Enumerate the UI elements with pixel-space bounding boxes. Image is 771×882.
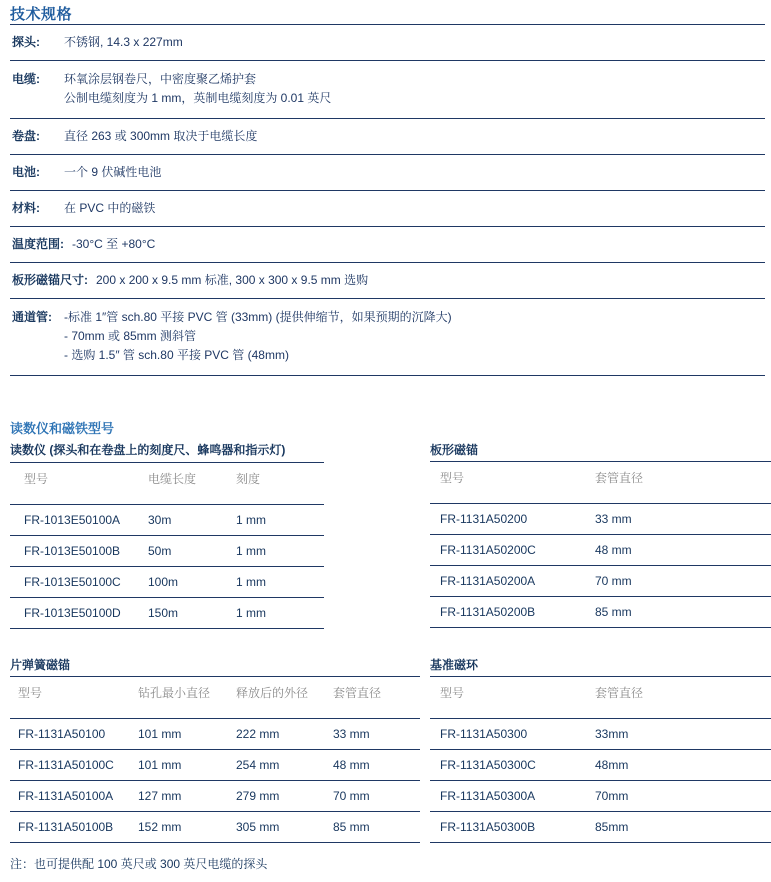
spring-anchor-table-body	[10, 719, 420, 843]
table-row	[10, 812, 420, 843]
column-header: 型号	[10, 463, 148, 505]
table-cell: 222 mm	[236, 719, 333, 750]
table-cell: 70 mm	[595, 566, 771, 597]
table-row	[10, 567, 324, 598]
spec-row	[10, 119, 765, 155]
plate-anchor-table-head	[430, 462, 771, 504]
table-row	[430, 597, 771, 628]
table-row	[10, 505, 324, 536]
spec-row-value-line: - 70mm 或 85mm 测斜管	[64, 329, 197, 343]
model-number-cell: FR-1131A50100	[10, 719, 138, 750]
model-number-cell: FR-1131A50300A	[430, 781, 595, 812]
spec-row-value	[96, 271, 765, 290]
spec-row-value-line: - 选购 1.5″ 管 sch.80 平接 PVC 管 (48mm)	[64, 348, 289, 362]
reference-ring-table-block	[430, 656, 765, 843]
table-row	[430, 504, 771, 535]
spec-row-value	[64, 33, 765, 52]
spec-row-label: 卷盘:	[12, 129, 40, 143]
spec-row-value-line: 环氧涂层钢卷尺，中密度聚乙烯护套	[64, 72, 257, 86]
column-header: 释放后的外径	[236, 677, 333, 719]
spec-row-value-line: -30°C 至 +80°C	[72, 237, 156, 251]
table-cell: 33 mm	[333, 719, 420, 750]
table-cell: 127 mm	[138, 781, 236, 812]
table-cell: 30m	[148, 505, 236, 536]
table-cell: 101 mm	[138, 750, 236, 781]
table-cell: 279 mm	[236, 781, 333, 812]
model-number-cell: FR-1013E50100B	[10, 536, 148, 567]
reference-ring-table-caption: 基准磁环	[430, 658, 479, 672]
spec-row	[10, 299, 765, 376]
plate-anchor-table-caption: 板形磁锚	[430, 443, 479, 457]
table-header-row	[430, 462, 771, 504]
footnote: 注：也可提供配 100 英尺或 300 英尺电缆的探头	[10, 857, 268, 871]
model-number-cell: FR-1013E50100C	[10, 567, 148, 598]
table-cell: 85 mm	[595, 597, 771, 628]
spring-anchor-table-block	[10, 656, 420, 843]
plate-anchor-table-body	[430, 504, 771, 628]
model-number-cell: FR-1013E50100D	[10, 598, 148, 629]
table-row	[10, 719, 420, 750]
column-header: 套管直径	[595, 677, 771, 719]
model-number-cell: FR-1131A50200A	[430, 566, 595, 597]
table-cell: 85mm	[595, 812, 771, 843]
model-number-cell: FR-1131A50300B	[430, 812, 595, 843]
column-header: 型号	[430, 462, 595, 504]
table-row	[430, 566, 771, 597]
model-number-cell: FR-1131A50200C	[430, 535, 595, 566]
table-row	[10, 536, 324, 567]
spec-row-value-line: 不锈钢, 14.3 x 227mm	[64, 35, 183, 49]
table-cell: 70 mm	[333, 781, 420, 812]
spec-row-label: 电缆:	[12, 72, 40, 86]
table-header-row	[430, 677, 771, 719]
table-row	[10, 750, 420, 781]
column-header: 刻度	[236, 463, 324, 505]
table-cell: 1 mm	[236, 598, 324, 629]
spec-row-value-line: -标准 1″管 sch.80 平接 PVC 管 (33mm) (提供伸缩节，如果预期的沉降大)	[64, 310, 452, 324]
model-number-cell: FR-1131A50100B	[10, 812, 138, 843]
page-title: 技术规格	[10, 6, 73, 23]
spec-row	[10, 227, 765, 263]
table-cell: 254 mm	[236, 750, 333, 781]
spec-row	[10, 191, 765, 227]
table-cell: 33mm	[595, 719, 771, 750]
column-header: 型号	[10, 677, 138, 719]
models-section-title: 读数仪和磁铁型号	[10, 421, 115, 436]
plate-anchor-table-block	[430, 441, 765, 628]
table-cell: 305 mm	[236, 812, 333, 843]
table-cell: 152 mm	[138, 812, 236, 843]
spec-row-value	[64, 163, 765, 182]
model-number-cell: FR-1013E50100A	[10, 505, 148, 536]
table-row	[430, 781, 771, 812]
table-row	[430, 719, 771, 750]
readout-table-block	[10, 441, 324, 629]
spring-anchor-table	[10, 676, 420, 843]
spec-row-label: 电池:	[12, 165, 40, 179]
model-number-cell: FR-1131A50100A	[10, 781, 138, 812]
table-row	[10, 598, 324, 629]
spec-row	[10, 263, 765, 299]
table-cell: 33 mm	[595, 504, 771, 535]
table-cell: 48 mm	[333, 750, 420, 781]
model-number-cell: FR-1131A50300C	[430, 750, 595, 781]
table-cell: 100m	[148, 567, 236, 598]
model-number-cell: FR-1131A50100C	[10, 750, 138, 781]
spec-row-value-line: 公制电缆刻度为 1 mm，英制电缆刻度为 0.01 英尺	[64, 91, 332, 105]
table-cell: 101 mm	[138, 719, 236, 750]
table-row	[430, 812, 771, 843]
spring-anchor-table-caption: 片弹簧磁锚	[10, 658, 71, 672]
readout-table-head	[10, 463, 324, 505]
spec-row-value	[64, 127, 765, 146]
table-cell: 1 mm	[236, 536, 324, 567]
table-row	[430, 535, 771, 566]
spec-row-value-line: 200 x 200 x 9.5 mm 标准, 300 x 300 x 9.5 mm 选购	[96, 273, 369, 287]
spec-row-value-line: 在 PVC 中的磁铁	[64, 201, 156, 215]
table-cell: 70mm	[595, 781, 771, 812]
spec-row-label: 温度范围:	[12, 237, 64, 251]
table-cell: 48mm	[595, 750, 771, 781]
column-header: 套管直径	[333, 677, 420, 719]
spec-row-value	[64, 199, 765, 218]
spec-row-value	[72, 235, 765, 254]
spec-row-label: 通道管:	[12, 310, 52, 324]
reference-ring-table	[430, 676, 771, 843]
table-cell: 1 mm	[236, 567, 324, 598]
model-number-cell: FR-1131A50300	[430, 719, 595, 750]
table-row	[10, 781, 420, 812]
reference-ring-table-body	[430, 719, 771, 843]
model-number-cell: FR-1131A50200B	[430, 597, 595, 628]
column-header: 电缆长度	[148, 463, 236, 505]
column-header: 钻孔最小直径	[138, 677, 236, 719]
table-cell: 150m	[148, 598, 236, 629]
spec-row-value-line: 直径 263 或 300mm 取决于电缆长度	[64, 129, 258, 143]
spec-row-value-line: 一个 9 伏碱性电池	[64, 165, 162, 179]
reference-ring-table-head	[430, 677, 771, 719]
table-header-row	[10, 463, 324, 505]
table-cell: 48 mm	[595, 535, 771, 566]
spec-row	[10, 155, 765, 191]
readout-table-caption: 读数仪 (探头和在卷盘上的刻度尺、蜂鸣器和指示灯)	[10, 443, 286, 457]
spec-row	[10, 61, 765, 119]
plate-anchor-table	[430, 461, 771, 628]
table-cell: 85 mm	[333, 812, 420, 843]
column-header: 型号	[430, 677, 595, 719]
specification-list	[10, 25, 765, 376]
table-cell: 50m	[148, 536, 236, 567]
spec-row-label: 板形磁锚尺寸:	[12, 273, 88, 287]
spec-row-label: 材料:	[12, 201, 40, 215]
column-header: 套管直径	[595, 462, 771, 504]
spec-row-value	[64, 70, 765, 108]
spec-row-label: 探头:	[12, 35, 40, 49]
readout-table-body	[10, 505, 324, 629]
spec-row-value	[64, 308, 765, 365]
table-cell: 1 mm	[236, 505, 324, 536]
model-number-cell: FR-1131A50200	[430, 504, 595, 535]
spec-row	[10, 25, 765, 61]
readout-table	[10, 462, 324, 629]
table-row	[430, 750, 771, 781]
spring-anchor-table-head	[10, 677, 420, 719]
table-header-row	[10, 677, 420, 719]
